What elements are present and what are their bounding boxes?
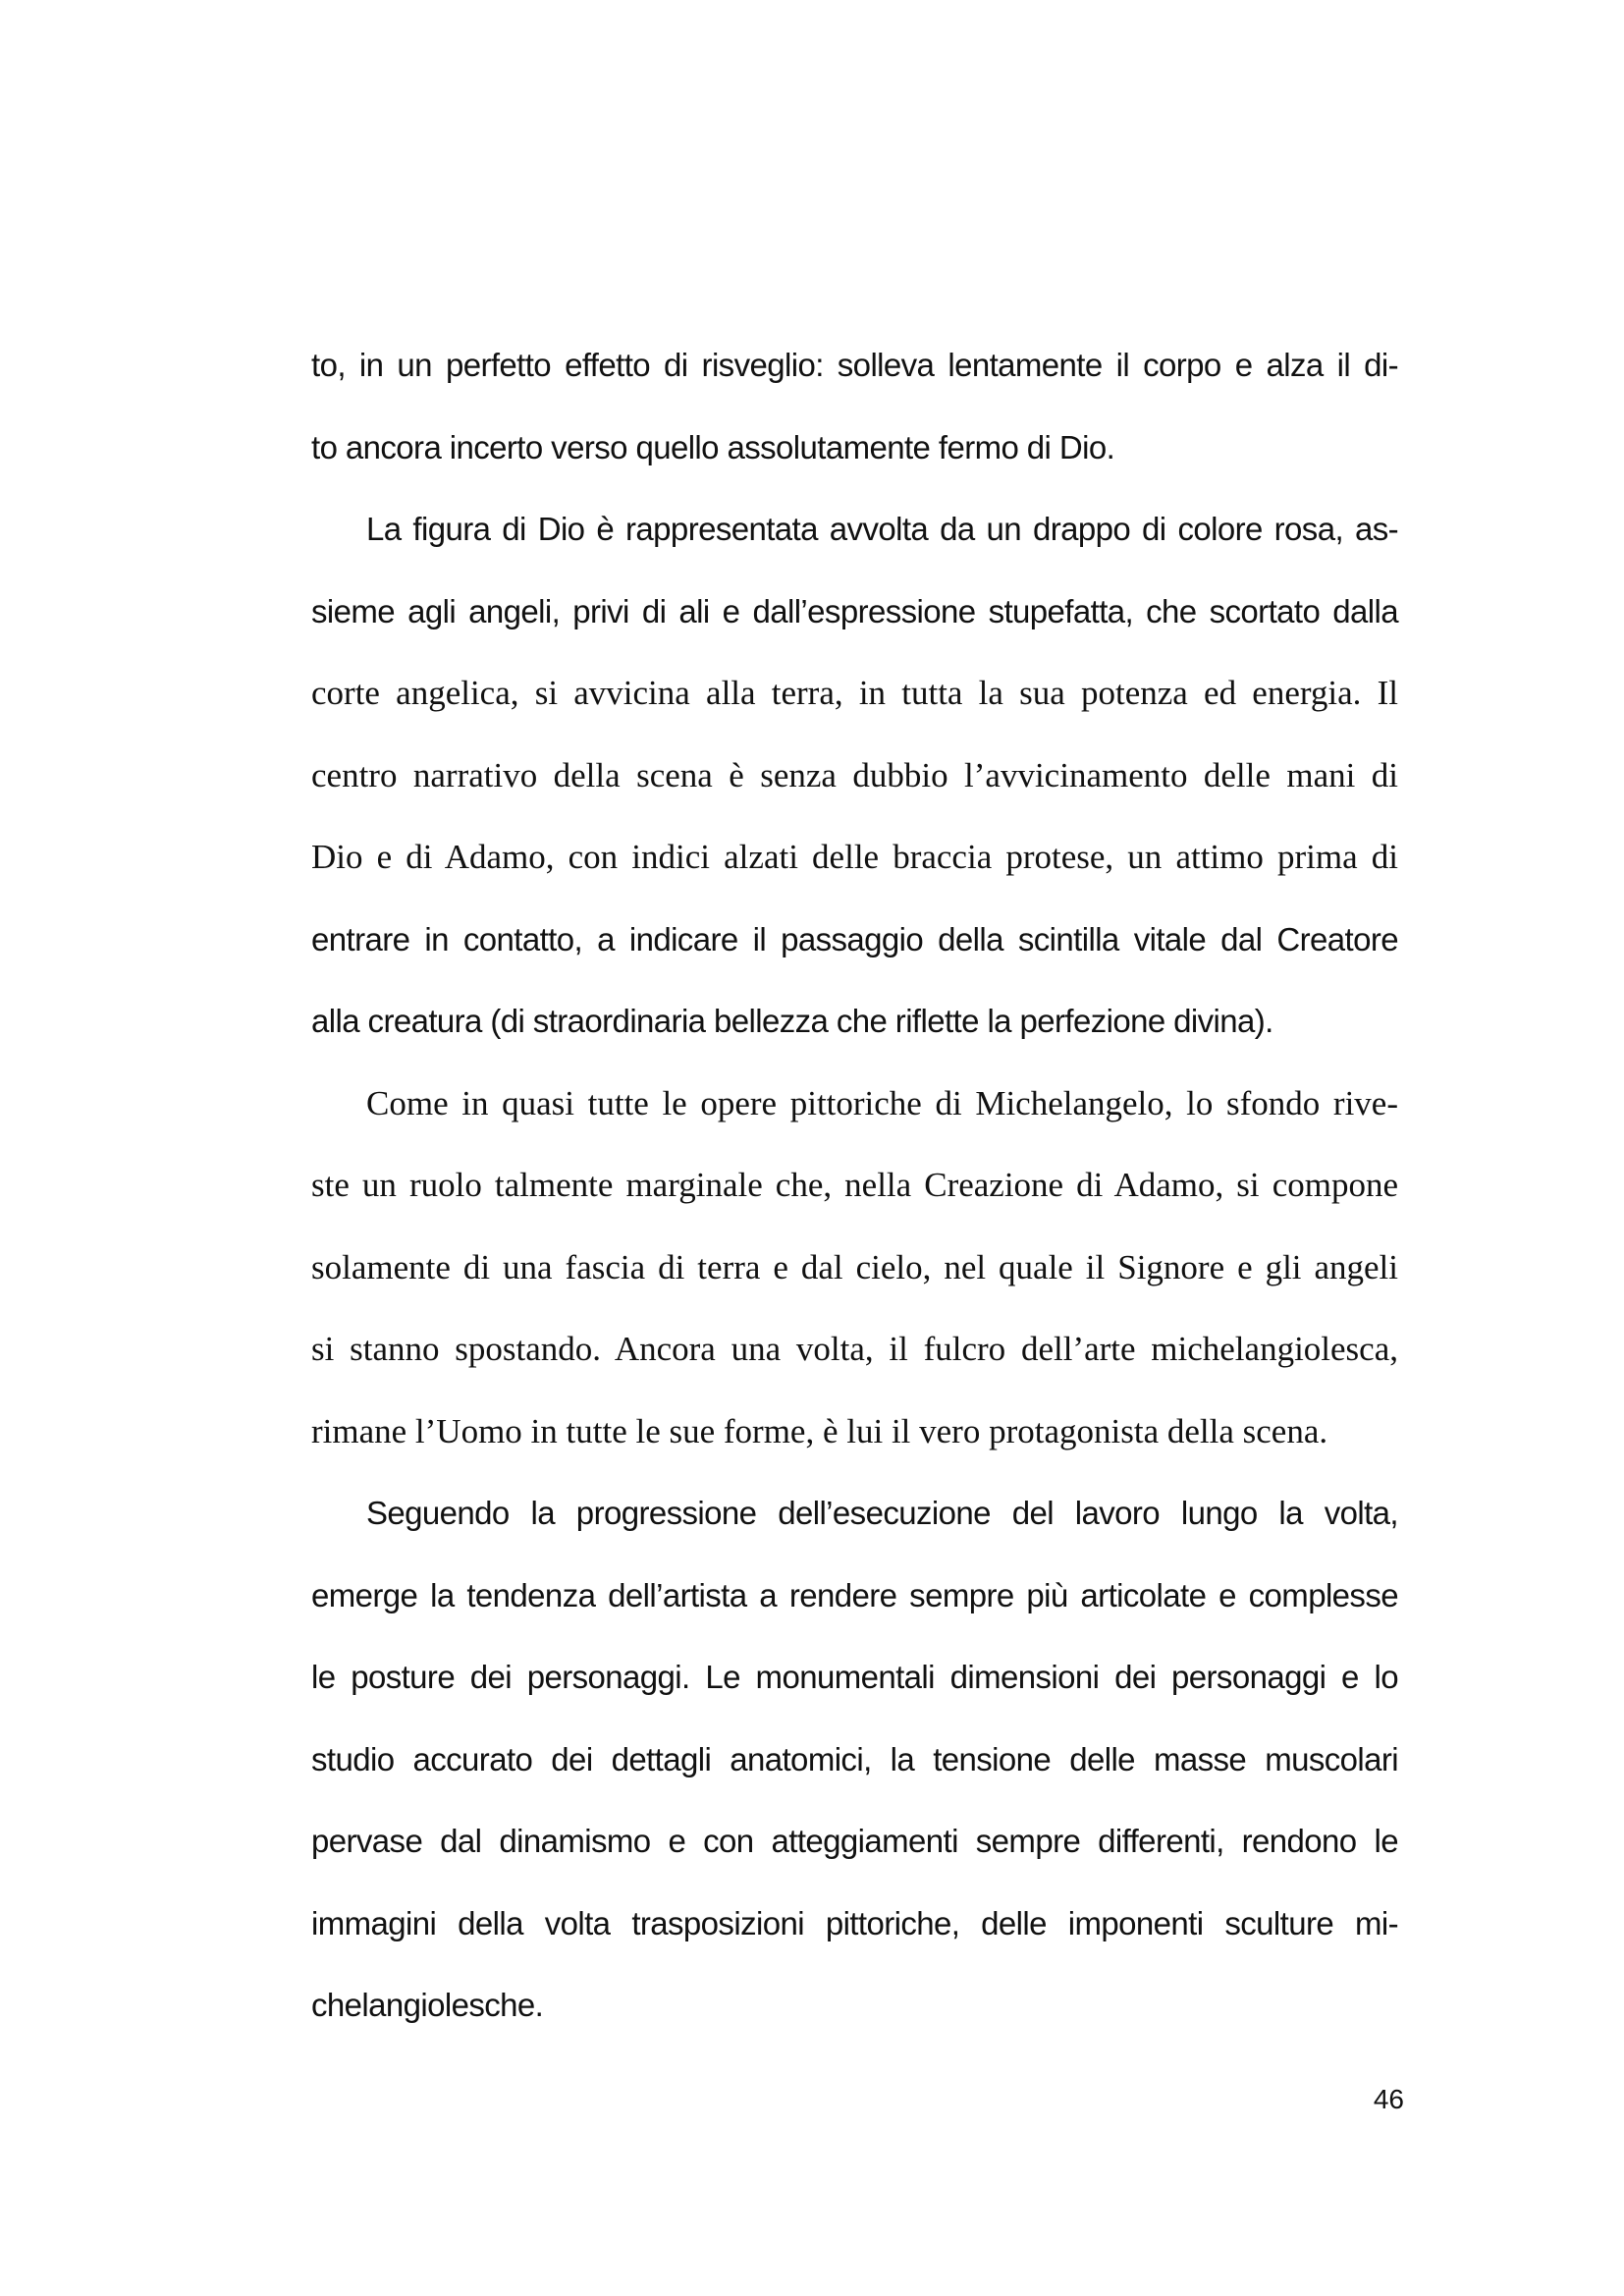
text-line: Seguendo la progressione dell’esecuzione del lavoro lungo la volta, bbox=[366, 1495, 1398, 1531]
text-line: alla creatura (di straordinaria bellezza che riflette la perfezione divina). bbox=[311, 1003, 1273, 1039]
text-line: pervase dal dinamismo e con atteggiamenti sempre differenti, rendono le bbox=[311, 1823, 1398, 1859]
text-line: centro narrativo della scena è senza dubbio l’avvicinamento delle mani di bbox=[311, 755, 1398, 794]
text-line: solamente di una fascia di terra e dal cielo, nel quale il Signore e gli angeli bbox=[311, 1247, 1398, 1286]
text-line: studio accurato dei dettagli anatomici, la tensione delle masse muscolari bbox=[311, 1740, 1398, 1777]
text-line: to ancora incerto verso quello assolutamente fermo di Dio. bbox=[311, 428, 1115, 465]
text-line: entrare in contatto, a indicare il passaggio della scintilla vitale dal Creatore bbox=[311, 920, 1398, 957]
paragraph-1 bbox=[311, 324, 1398, 488]
text-line: La figura di Dio è rappresentata avvolta da un drappo di colore rosa, as- bbox=[366, 511, 1398, 547]
paragraph-4 bbox=[311, 1472, 1398, 2047]
text-line: immagini della volta trasposizioni pittoriche, delle imponenti sculture mi- bbox=[311, 1904, 1398, 1941]
text-line: emerge la tendenza dell’artista a rendere sempre più articolate e complesse bbox=[311, 1576, 1398, 1613]
text-line: corte angelica, si avvicina alla terra, in tutta la sua potenza ed energia. Il bbox=[311, 674, 1398, 712]
page-number: 46 bbox=[1373, 2084, 1404, 2114]
text-line: le posture dei personaggi. Le monumentali dimensioni dei personaggi e lo bbox=[311, 1659, 1398, 1695]
text-line: Dio e di Adamo, con indici alzati delle braccia protese, un attimo prima di bbox=[311, 838, 1398, 876]
paragraph-2 bbox=[311, 488, 1398, 1063]
text-line: chelangiolesche. bbox=[311, 1987, 544, 2023]
text-line: rimane l’Uomo in tutte le sue forme, è lui il vero protagonista della scena. bbox=[311, 1411, 1328, 1450]
text-line: si stanno spostando. Ancora una volta, il fulcro dell’arte michelangiolesca, bbox=[311, 1330, 1398, 1368]
text-line: Come in quasi tutte le opere pittoriche di Michelangelo, lo sfondo rive- bbox=[366, 1083, 1398, 1122]
body-text bbox=[311, 324, 1398, 2047]
text-line: sieme agli angeli, privi di ali e dall’espressione stupefatta, che scortato dalla bbox=[311, 592, 1398, 629]
paragraph-3 bbox=[311, 1063, 1398, 1473]
text-line: to, in un perfetto effetto di risveglio: solleva lentamente il corpo e alza il di- bbox=[311, 347, 1398, 383]
text-line: ste un ruolo talmente marginale che, nella Creazione di Adamo, si compone bbox=[311, 1166, 1398, 1204]
